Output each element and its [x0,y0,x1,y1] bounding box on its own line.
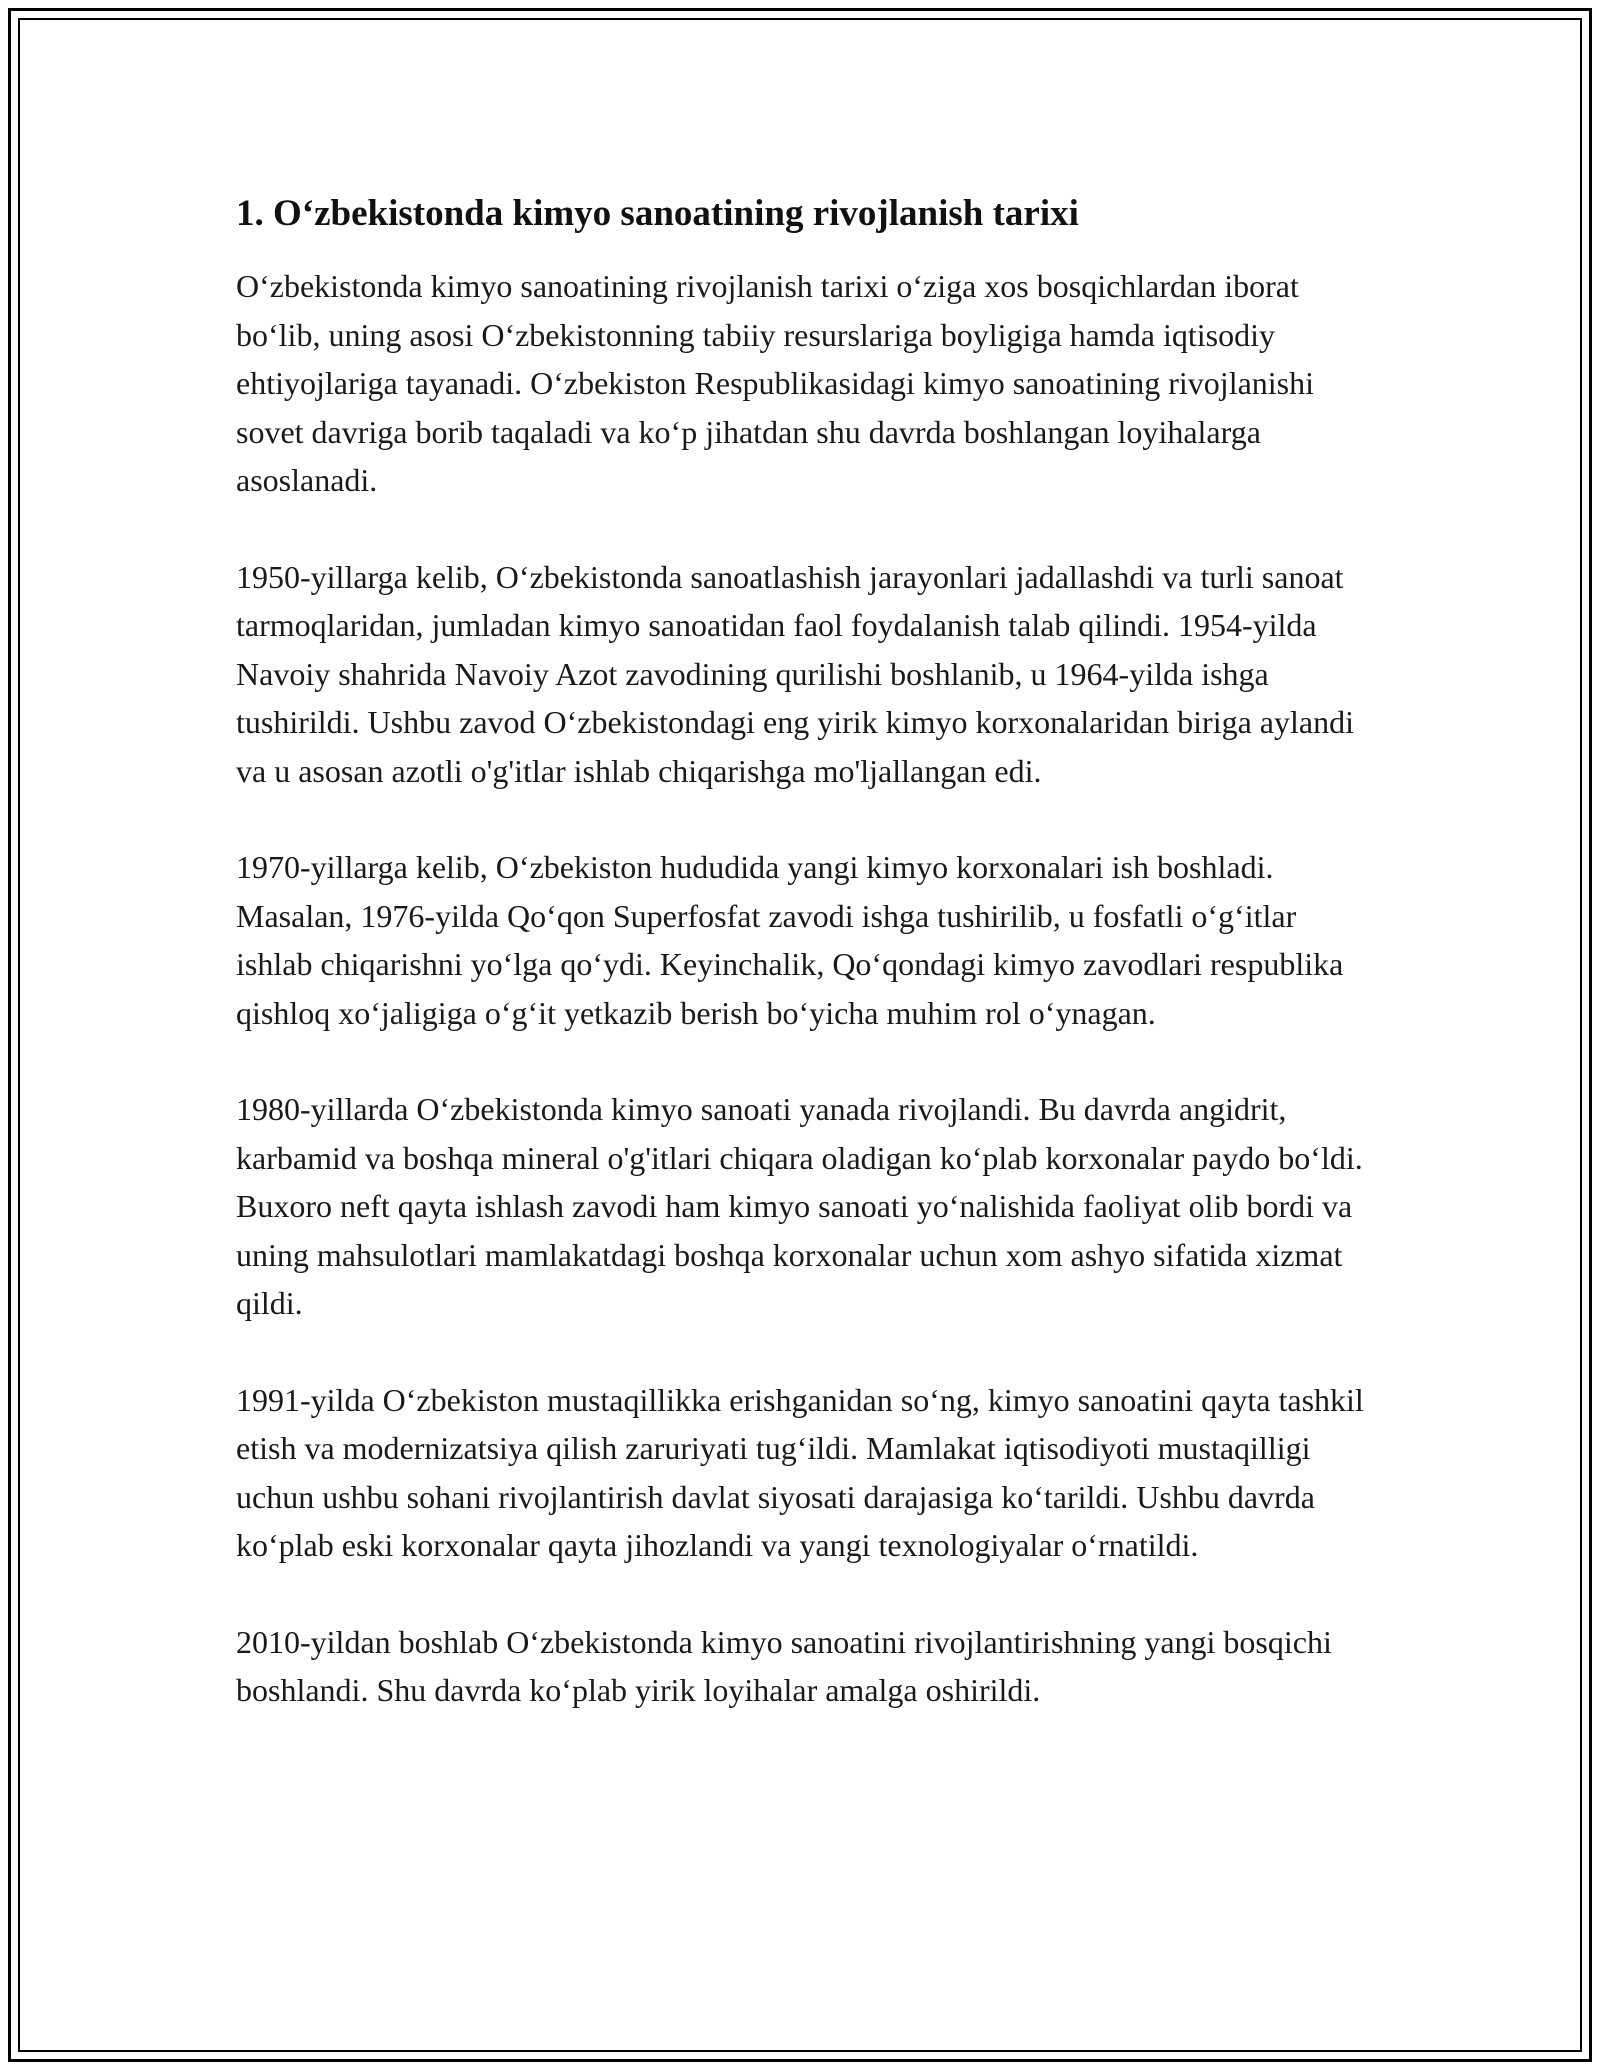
paragraph-1970s: 1970-yillarga kelib, O‘zbekiston hududida yangi kimyo korxonalari ish boshladi. Masalan, 1976-yilda Qo‘qon Superfosfat zavodi ishga tushirilib, u fosfatli o‘g‘itlar ishlab chiqarishni yo‘lga qo‘ydi. Keyinchalik, Qo‘qondagi kimyo zavodlari respublika qishloq xo‘jaligiga o‘g‘it yetkazib berish bo‘yicha muhim rol o‘ynagan. [236,849,1344,1031]
section-heading: 1. O‘zbekistonda kimyo sanoatining rivojlanish tarixi [236,193,1079,234]
paragraph-1980s: 1980-yillarda O‘zbekistonda kimyo sanoati yanada rivojlandi. Bu davrda angidrit, karbamid va boshqa mineral o'g'itlari chiqara oladigan ko‘plab korxonalar paydo bo‘ldi. Buxoro neft qayta ishlash zavodi ham kimyo sanoati yo‘nalishida faoliyat olib bordi va uning mahsulotlari mamlakatdagi boshqa korxonalar uchun xom ashyo sifatida xizmat qildi. [236,1091,1363,1321]
document-body [236,190,1376,1763]
paragraph-intro: O‘zbekistonda kimyo sanoatining rivojlanish tarixi o‘ziga xos bosqichlardan iborat bo‘lib, uning asosi O‘zbekistonning tabiiy resurslariga boyligiga hamda iqtisodiy ehtiyojlariga tayanadi. O‘zbekiston Respublikasidagi kimyo sanoatining rivojlanishi sovet davriga borib taqaladi va ko‘p jihatdan shu davrda boshlangan loyihalarga asoslanadi. [236,268,1315,498]
paragraph-1991: 1991-yilda O‘zbekiston mustaqillikka erishganidan so‘ng, kimyo sanoatini qayta tashkil etish va modernizatsiya qilish zaruriyati tug‘ildi. Mamlakat iqtisodiyoti mustaqilligi uchun ushbu sohani rivojlantirish davlat siyosati darajasiga ko‘tarildi. Ushbu davrda ko‘plab eski korxonalar qayta jihozlandi va yangi texnologiyalar o‘rnatildi. [236,1381,1364,1563]
paragraph-2010: 2010-yildan boshlab O‘zbekistonda kimyo sanoatini rivojlantirishning yangi bosqichi boshlandi. Shu davrda ko‘plab yirik loyihalar amalga oshirildi. [236,1623,1332,1708]
paragraph-1950s: 1950-yillarga kelib, O‘zbekistonda sanoatlashish jarayonlari jadallashdi va turli sanoat tarmoqlaridan, jumladan kimyo sanoatidan faol foydalanish talab qilindi. 1954-yilda Navoiy shahrida Navoiy Azot zavodining qurilishi boshlanib, u 1964-yilda ishga tushirildi. Ushbu zavod O‘zbekistondagi eng yirik kimyo korxonalaridan biriga aylandi va u asosan azotli o'g'itlar ishlab chiqarishga mo'ljallangan edi. [236,558,1354,789]
